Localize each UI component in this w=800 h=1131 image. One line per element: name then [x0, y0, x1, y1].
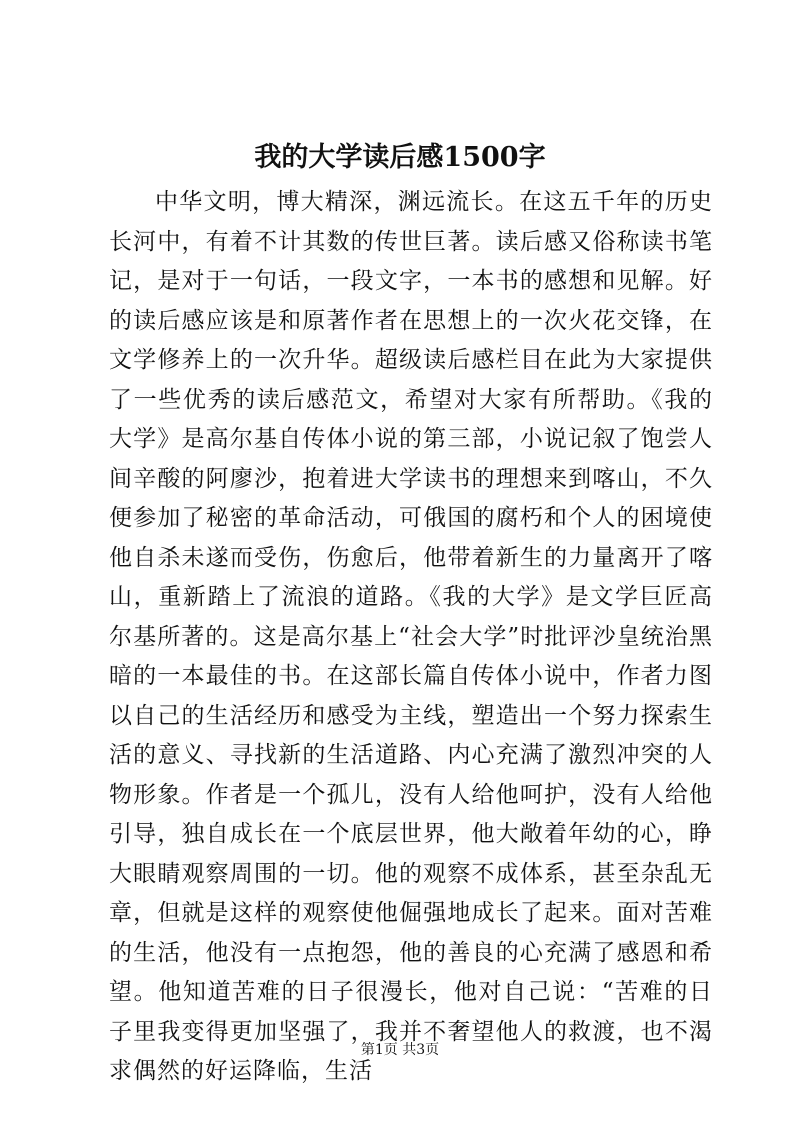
page-footer: 第1页 共3页	[360, 1042, 440, 1058]
body-paragraph: 中华文明，博大精深，渊远流长。在这五千年的历史长河中，有着不计其数的传世巨著。读后感又俗称读书笔记，是对于一句话，一段文字，一本书的感想和见解。好的读后感应该是和原著作者在思想上的一次火花交锋，在文学修养上的一次升华。超级读后感栏目在此为大家提供了一些优秀的读后感范文，希望对大家有所帮助。《我的大学》是高尔基自传体小说的第三部，小说记叙了饱尝人间辛酸的阿廖沙，抱着进大学读书的理想来到喀山，不久便参加了秘密的革命活动，可俄国的腐朽和个人的困境使他自杀未遂而受伤，伤愈后，他带着新生的力量离开了喀山，重新踏上了流浪的道路。《我的大学》是文学巨匠高尔基所著的。这是高尔基上“社会大学”时批评沙皇统治黑暗的一本最佳的书。在这部长篇自传体小说中，作者力图以自己的生活经历和感受为主线，塑造出一个努力探索生活的意义、寻找新的生活道路、内心充满了激烈冲突的人物形象。作者是一个孤儿，没有人给他呵护，没有人给他引导，独自成长在一个底层世界，他大敞着年幼的心，睁大眼睛观察周围的一切。他的观察不成体系，甚至杂乱无章，但就是这样的观察使他倔强地成长了起来。面对苦难的生活，他没有一点抱怨，他的善良的心充满了感恩和希望。他知道苦难的日子很漫长，他对自己说：“苦难的日子里我变得更加坚强了，我并不奢望他人的救渡，也不渴求偶然的好运降临，生活	[109, 189, 713, 1084]
document-title: 我的大学读后感1500字	[254, 142, 546, 173]
